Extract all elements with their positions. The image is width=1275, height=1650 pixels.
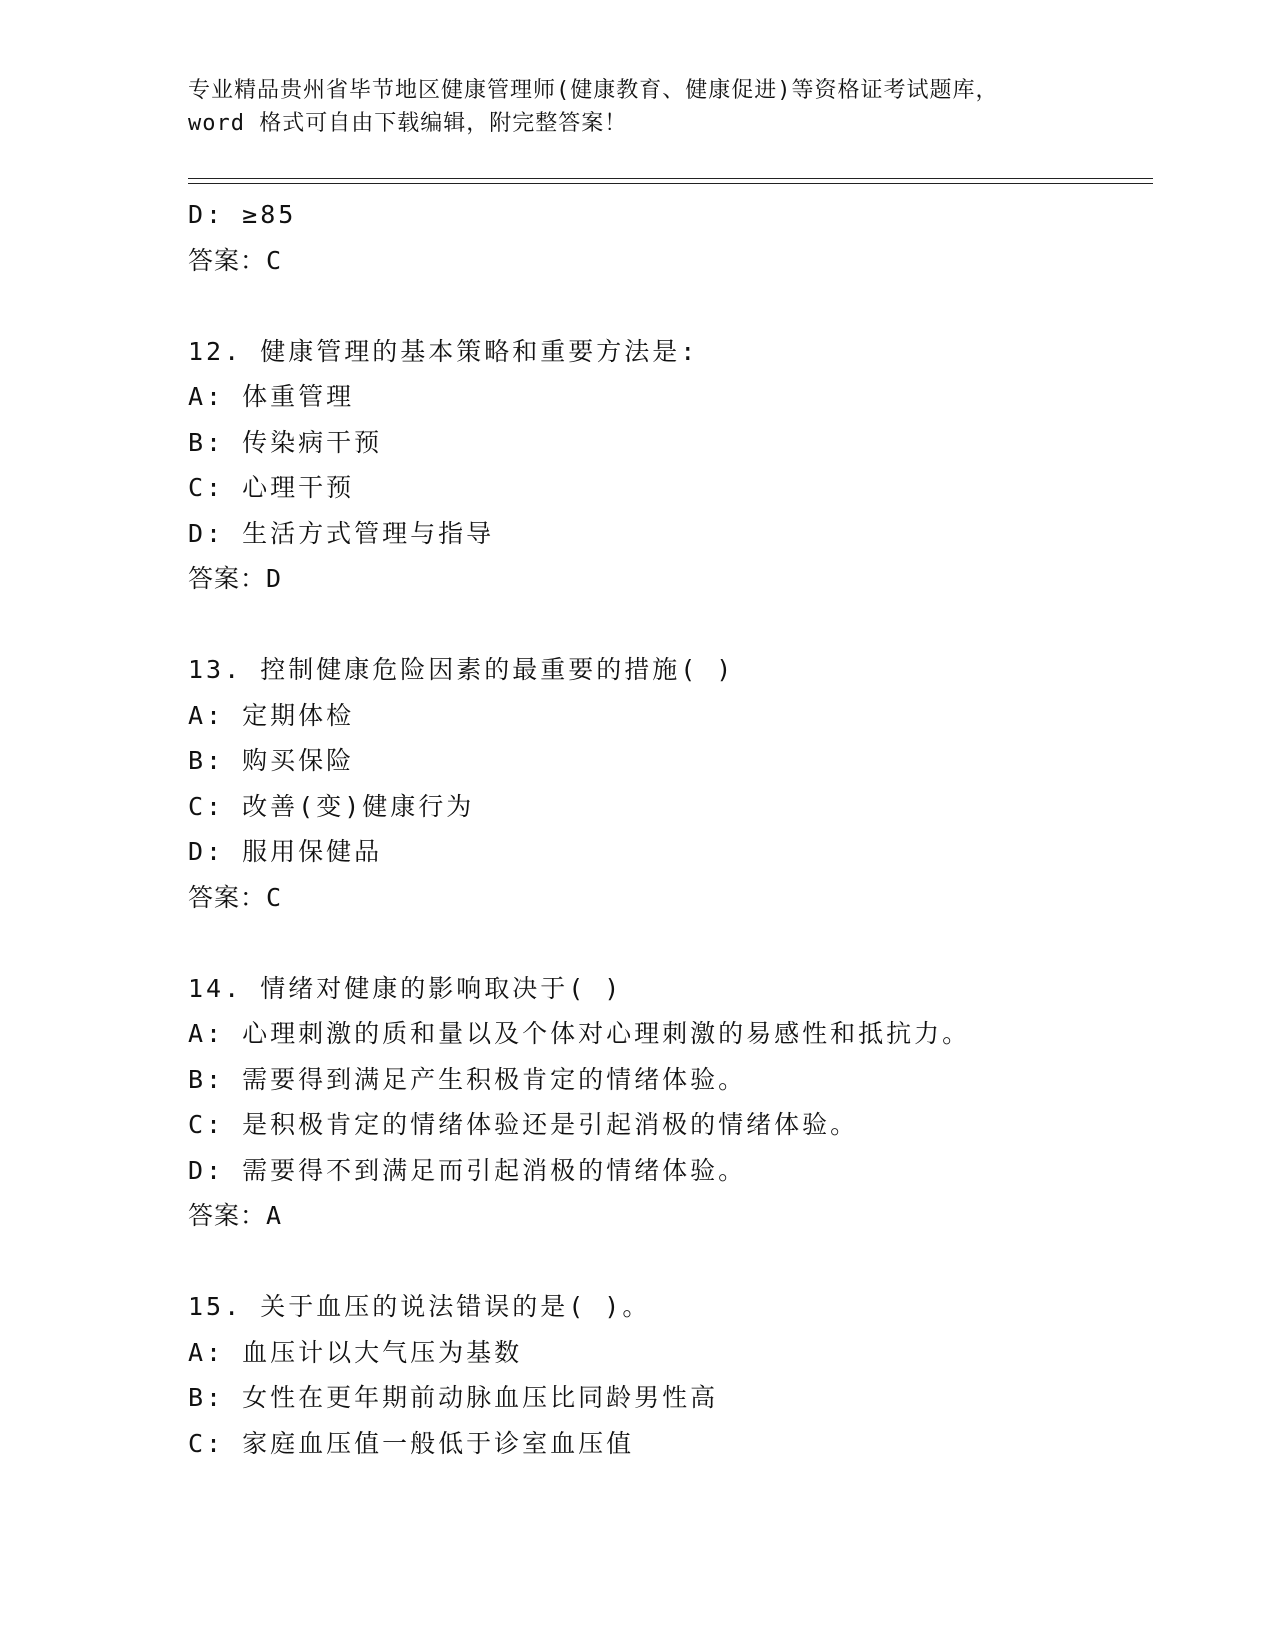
question-14-option-b: B: 需要得到满足产生积极肯定的情绪体验。 [188, 1064, 747, 1094]
question-13-option-b: B: 购买保险 [188, 746, 355, 775]
question-12-option-a: A: 体重管理 [188, 382, 355, 411]
question-13-stem: 13. 控制健康危险因素的最重要的措施( ) [188, 655, 735, 684]
prev-answer: 答案：C [188, 245, 283, 275]
question-14-answer: 答案：A [188, 1201, 283, 1230]
header-line-1: 专业精品贵州省毕节地区健康管理师(健康教育、健康促进)等资格证考试题库， [188, 78, 999, 103]
question-12-answer: 答案：D [188, 564, 283, 593]
question-14-option-a: A: 心理刺激的质和量以及个体对心理刺激的易感性和抵抗力。 [188, 1019, 971, 1048]
spacer [188, 1239, 1168, 1285]
question-14-option-d: D: 需要得不到满足而引起消极的情绪体验。 [188, 1155, 747, 1185]
prev-option-d: D: ≥85 [188, 200, 297, 229]
spacer [188, 283, 1168, 329]
header-rule-bottom [188, 183, 1153, 184]
question-15-option-c: C: 家庭血压值一般低于诊室血压值 [188, 1428, 635, 1458]
spacer [188, 920, 1168, 966]
question-13-option-c: C: 改善(变)健康行为 [188, 791, 475, 821]
question-12-option-c: C: 心理干预 [188, 473, 355, 502]
question-14-option-c: C: 是积极肯定的情绪体验还是引起消极的情绪体验。 [188, 1110, 859, 1139]
page-header [188, 74, 1088, 140]
question-12-option-b: B: 传染病干预 [188, 427, 383, 457]
question-13-option-a: A: 定期体检 [188, 700, 355, 730]
question-13-option-d: D: 服用保健品 [188, 837, 383, 866]
question-15-option-b: B: 女性在更年期前动脉血压比同龄男性高 [188, 1383, 719, 1412]
question-12-stem: 12. 健康管理的基本策略和重要方法是: [188, 336, 699, 366]
question-15-stem: 15. 关于血压的说法错误的是( )。 [188, 1292, 651, 1321]
header-line-2: word 格式可自由下载编辑，附完整答案！ [188, 111, 628, 136]
question-12-option-d: D: 生活方式管理与指导 [188, 518, 495, 548]
spacer [188, 602, 1168, 648]
question-15-option-a: A: 血压计以大气压为基数 [188, 1337, 523, 1367]
question-13-answer: 答案：C [188, 882, 283, 912]
header-rule-top [188, 178, 1153, 179]
question-14-stem: 14. 情绪对健康的影响取决于( ) [188, 973, 623, 1003]
question-content [188, 192, 1168, 1466]
